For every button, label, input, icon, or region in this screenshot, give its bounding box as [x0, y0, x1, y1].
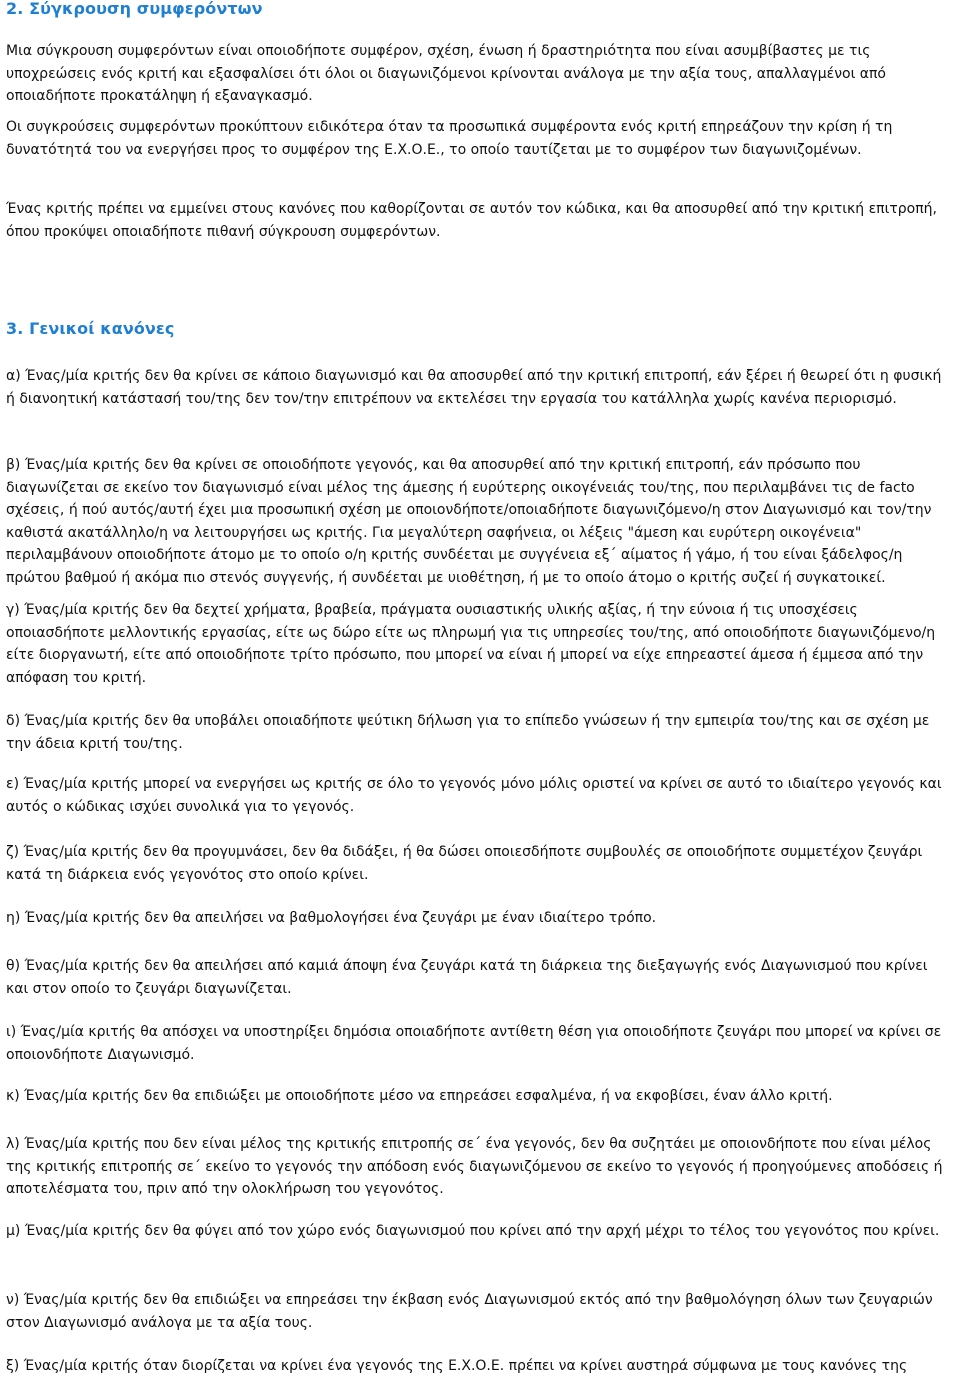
- rule-item-m: μ) Ένας/μία κριτής δεν θα φύγει από τον χώρο ενός διαγωνισμού που κρίνει από την αρχή μέχρι το τέλος του γεγονότος που κρίνει.: [6, 1223, 940, 1239]
- rule-item-i: ι) Ένας/μία κριτής θα απόσχει να υποστηρίξει δημόσια οποιαδήποτε αντίθετη θέση για οποιοδήποτε ζευγάρι που μπορεί να κρίνει σε οποιονδήποτε Διαγωνισμό.: [6, 1024, 942, 1063]
- rule-item-b: β) Ένας/μία κριτής δεν θα κρίνει σε οποιοδήποτε γεγονός, και θα αποσυρθεί από την κριτική επιτροπή, εάν πρόσωπο που διαγωνίζεται σε εκείνο τον διαγωνισμό είναι μέλος της άμεσης ή ευρύτερης οικογένειάς του/της, που περιλαμβάνει τις de facto σχέσεις, ή πού αυτός/αυτή έχει μια προσωπική σχέση με οποιονδήποτε/οποιαδήποτε διαγωνιζόμενο/η στον Διαγωνισμό και τον/την καθιστά ακατάλληλο/η να λειτουργήσει ως κριτής. Για μεγαλύτερη σαφήνεια, οι λέξεις "άμεση και ευρύτερη οικογένεια" περιλαμβάνουν οποιοδήποτε άτομο με το οποίο ο/η κριτής συνδέεται με συγγένεια εξ΄ αίματος ή γάμο, ή του είναι ξάδελφος/η πρώτου βαθμού ή ακόμα πιο στενός συγγενής, ή συνδέεται με υιοθέτηση, ή με το οποίο άτομο ο κριτής συζεί ή συγκατοικεί.: [6, 457, 932, 586]
- paragraph: Μια σύγκρουση συμφερόντων είναι οποιοδήποτε συμφέρον, σχέση, ένωση ή δραστηριότητα που είναι ασυμβίβαστες με τις υποχρεώσεις ενός κριτή και εξασφαλίσει ότι όλοι οι διαγωνιζόμενοι κρίνονται ανάλογα με την αξία τους, απαλλαγμένοι από οποιαδήποτε προκατάληψη ή εξαναγκασμό.: [6, 43, 886, 104]
- rule-item-th: θ) Ένας/μία κριτής δεν θα απειλήσει από καμιά άποψη ένα ζευγάρι κατά τη διάρκεια της διεξαγωγής ενός Διαγωνισμού που κρίνει και στον οποίο το ζευγάρι διαγωνίζεται.: [6, 958, 928, 997]
- rule-item-z: ζ) Ένας/μία κριτής δεν θα προγυμνάσει, δεν θα διδάξει, ή θα δώσει οποιεσδήποτε συμβουλές σε οποιοδήποτε συμμετέχον ζευγάρι κατά τη διάρκεια ενός γεγονότος στο οποίο κρίνει.: [6, 844, 923, 883]
- rule-item-k: κ) Ένας/μία κριτής δεν θα επιδιώξει με οποιοδήποτε μέσο να επηρεάσει εσφαλμένα, ή να εκφοβίσει, έναν άλλο κριτή.: [6, 1088, 833, 1104]
- section-heading-conflict-of-interest: 2. Σύγκρουση συμφερόντων: [6, 0, 263, 18]
- rule-item-e: ε) Ένας/μία κριτής μπορεί να ενεργήσει ως κριτής σε όλο το γεγονός μόνο μόλις οριστεί να κρίνει σε αυτό το ιδιαίτερο γεγονός και αυτός ο κώδικας ισχύει συνολικά για το γεγονός.: [6, 776, 942, 815]
- rule-item-d: δ) Ένας/μία κριτής δεν θα υποβάλει οποιαδήποτε ψεύτικη δήλωση για το επίπεδο γνώσεων ή την εμπειρία του/της και σε σχέση με την άδεια κριτή του/της.: [6, 713, 930, 752]
- rule-item-x: ξ) Ένας/μία κριτής όταν διορίζεται να κρίνει ένα γεγονός της Ε.Χ.Ο.Ε. πρέπει να κρίνει αυστηρά σύμφωνα με τους κανόνες της: [6, 1358, 908, 1374]
- section-heading-general-rules: 3. Γενικοί κανόνες: [6, 319, 175, 338]
- rule-item-l: λ) Ένας/μία κριτής που δεν είναι μέλος της κριτικής επιτροπής σε΄ ένα γεγονός, δεν θα συζητάει με οποιονδήποτε που είναι μέλος της κριτικής επιτροπής σε΄ εκείνο το γεγονός την απόδοση ενός διαγωνιζόμενου σε εκείνο το γεγονός ή προηγούμενες αποδόσεις ή αποτελέσματα του, πριν από την ολοκλήρωση του γεγονότος.: [6, 1136, 943, 1197]
- paragraph: Ένας κριτής πρέπει να εμμείνει στους κανόνες που καθορίζονται σε αυτόν τον κώδικα, και θα αποσυρθεί από την κριτική επιτροπή, όπου προκύψει οποιαδήποτε πιθανή σύγκρουση συμφερόντων.: [6, 201, 937, 240]
- rule-item-a: α) Ένας/μία κριτής δεν θα κρίνει σε κάποιο διαγωνισμό και θα αποσυρθεί από την κριτική επιτροπή, εάν ξέρει ή θεωρεί ότι η φυσική ή διανοητική κατάστασή του/της δεν τον/την επιτρέπουν να εκτελέσει την εργασία του κατάλληλα χωρίς κανένα περιορισμό.: [6, 368, 942, 407]
- paragraph: Οι συγκρούσεις συμφερόντων προκύπτουν ειδικότερα όταν τα προσωπικά συμφέροντα ενός κριτή επηρεάζουν την κρίση ή τη δυνατότητά του να ενεργήσει προς το συμφέρον της Ε.Χ.Ο.Ε., το οποίο ταυτίζεται με το συμφέρον των διαγωνιζομένων.: [6, 119, 893, 158]
- rule-item-h: η) Ένας/μία κριτής δεν θα απειλήσει να βαθμολογήσει ένα ζευγάρι με έναν ιδιαίτερο τρόπο.: [6, 910, 657, 926]
- rule-item-n: ν) Ένας/μία κριτής δεν θα επιδιώξει να επηρεάσει την έκβαση ενός Διαγωνισμού εκτός από την βαθμολόγηση όλων των ζευγαριών στον Διαγωνισμό ανάλογα με τα αξία τους.: [6, 1292, 933, 1331]
- rule-item-g: γ) Ένας/μία κριτής δεν θα δεχτεί χρήματα, βραβεία, πράγματα ουσιαστικής υλικής αξίας, ή την εύνοια ή τις υποσχέσεις οποιασδήποτε μελλοντικής εργασίας, είτε ως δώρο είτε ως πληρωμή για τις υπηρεσίες του/της, από οποιοδήποτε διαγωνιζόμενο/η είτε διοργανωτή, είτε από οποιοδήποτε τρίτο πρόσωπο, που μπορεί να είναι ή μπορεί να είχε επηρεαστεί άμεσα ή έμμεσα από την απόφαση του κριτή.: [6, 602, 936, 686]
